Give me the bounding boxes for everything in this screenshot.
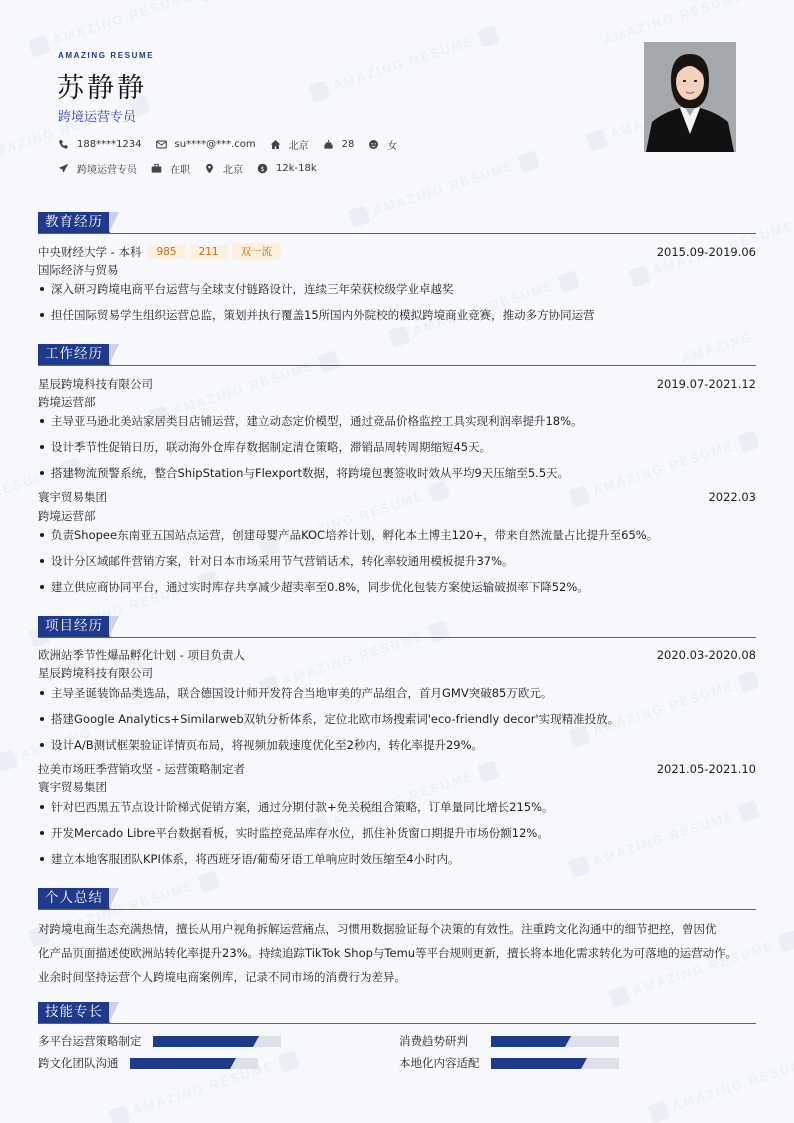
skill-bar — [491, 1036, 619, 1047]
salary-text: 12k-18k — [276, 163, 317, 174]
gender-icon — [368, 139, 379, 150]
skill-bar-fill — [153, 1036, 253, 1047]
project-header-row — [38, 761, 756, 777]
skill-bar — [491, 1058, 619, 1069]
section-title: 个人总结 — [38, 888, 110, 909]
summary-line: 对跨境电商生态充满热情，擅长从用户视角拆解运营痛点，习惯用数据验证每个决策的有效性。注重跨文化沟通中的细节把控，曾因优 — [38, 922, 717, 936]
school-name: 中央财经大学 - 本科 — [38, 244, 142, 259]
phone-icon — [58, 139, 69, 150]
project-bullet: 建立本地客服团队KPI体系，将西班牙语/葡萄牙语工单响应时效压缩至4小时内。 — [38, 851, 756, 867]
job-bullet: 搭建物流预警系统，整合ShipStation与Flexport数据，将跨境包裹签收时效从平均9天压缩至5.5天。 — [38, 465, 756, 481]
coin-icon — [257, 163, 268, 174]
skill-name: 多平台运营策略制定 — [38, 1034, 142, 1048]
project-org: 寰宇贸易集团 — [38, 780, 107, 794]
job-bullet: 设计季节性促销日历，联动海外仓库存数据制定清仓策略，滞销品周转周期缩短45天。 — [38, 439, 756, 455]
gender-info — [368, 137, 397, 152]
education-bullet: 深入研习跨境电商平台运营与全球支付链路设计，连续三年荣获校级学业卓越奖 — [38, 281, 756, 297]
summary-section-header — [38, 888, 756, 910]
profile-photo — [644, 42, 736, 152]
education-bullet: 担任国际贸易学生组织运营总监，策划并执行覆盖15所国内外院校的模拟跨境商业竞赛，推动多方协同运营 — [38, 307, 756, 323]
section-title: 教育经历 — [38, 212, 110, 233]
brand-label: AMAZING RESUME — [58, 51, 155, 60]
intention-row — [58, 161, 331, 176]
city-info — [204, 161, 243, 176]
candidate-name: 苏静静 — [57, 73, 147, 104]
section-title: 项目经历 — [38, 616, 110, 637]
department: 跨境运营部 — [38, 395, 96, 409]
city-text: 北京 — [223, 165, 243, 176]
age-text: 28 — [341, 139, 355, 150]
school-tag: 双一流 — [232, 243, 282, 260]
skill-name: 本地化内容适配 — [399, 1056, 480, 1070]
location-icon — [204, 163, 215, 174]
work-section-header — [38, 344, 756, 366]
skill-bar — [153, 1036, 281, 1047]
cake-icon — [323, 139, 334, 150]
email-text: su****@***.com — [174, 139, 256, 150]
skill-item — [38, 1033, 281, 1049]
summary-line: 化产品页面描述使欧洲站转化率提升23%。持续追踪TikTok Shop与Temu等平台规则更新，擅长将本地化需求转化为可落地的运营动作。 — [38, 946, 738, 960]
project-header-row — [38, 647, 756, 663]
status-text: 在职 — [170, 165, 190, 176]
skill-bar-fill — [491, 1036, 565, 1047]
project-bullet: 搭建Google Analytics+Similarweb双轨分析体系，定位北欧市场搜索词'eco-friendly decor'实现精准投放。 — [38, 711, 756, 727]
project-section-header — [38, 616, 756, 638]
phone-text: 188****1234 — [77, 139, 142, 150]
job-intention: 跨境运营专员 — [58, 110, 137, 125]
job-bullet: 负责Shopee东南亚五国站点运营，创建母婴产品KOC培养计划，孵化本土博主120+，带来自然流量占比提升至65%。 — [38, 527, 756, 543]
department: 跨境运营部 — [38, 509, 96, 523]
section-title: 技能专长 — [38, 1002, 110, 1023]
email-info — [156, 139, 256, 150]
project-date: 2021.05-2021.10 — [656, 762, 756, 776]
skill-name: 跨文化团队沟通 — [38, 1056, 119, 1070]
company-name: 星辰跨境科技有限公司 — [38, 377, 153, 391]
status-info — [151, 161, 190, 176]
skill-bar-fill — [491, 1058, 581, 1069]
project-bullet: 开发Mercado Libre平台数据看板，实时监控竞品库存水位，抓住补货窗口期提升市场份额12%。 — [38, 825, 756, 841]
summary-line: 业余时间坚持运营个人跨境电商案例库，记录不同市场的消费行为差异。 — [38, 970, 406, 984]
target-position-text: 跨境运营专员 — [77, 165, 137, 176]
project-bullet: 针对巴西黑五节点设计阶梯式促销方案，通过分期付款+免关税组合策略，订单量同比增长215%。 — [38, 799, 756, 815]
salary-info — [257, 163, 317, 174]
job-bullet: 设计分区域邮件营销方案，针对日本市场采用节气营销话术，转化率较通用模板提升37%。 — [38, 553, 756, 569]
home-text: 北京 — [288, 141, 309, 152]
portrait-image — [644, 42, 736, 152]
home-icon — [270, 139, 281, 150]
home-info — [270, 137, 309, 152]
section-title: 工作经历 — [38, 344, 110, 365]
mail-icon — [156, 139, 167, 150]
education-section-header — [38, 212, 756, 234]
gender-text: 女 — [387, 141, 398, 152]
project-bullet: 设计A/B测试框架验证详情页布局，将视频加载速度优化至2秒内，转化率提升29%。 — [38, 737, 756, 753]
school-tag: 985 — [147, 245, 185, 259]
education-date: 2015.09-2019.06 — [656, 244, 756, 259]
svg-text:$: $ — [260, 165, 265, 173]
job-bullet: 建立供应商协同平台，通过实时库存共享减少超卖率至0.8%，同步优化包装方案使运输破损率下降52%。 — [38, 579, 756, 595]
education-header-row — [38, 243, 756, 260]
job-header-row — [38, 489, 756, 505]
job-header-row — [38, 376, 756, 392]
contact-row — [58, 137, 411, 152]
skill-item — [399, 1033, 619, 1049]
phone-info — [58, 139, 142, 150]
briefcase-icon — [151, 163, 162, 174]
job-date: 2019.07-2021.12 — [656, 377, 756, 391]
skill-bar — [130, 1058, 258, 1069]
skill-name: 消费趋势研判 — [399, 1034, 468, 1048]
skill-item — [38, 1055, 258, 1071]
send-icon — [58, 163, 69, 174]
major: 国际经济与贸易 — [38, 263, 119, 277]
project-name: 拉美市场旺季营销攻坚 - 运营策略制定者 — [38, 762, 245, 776]
job-date: 2022.03 — [708, 490, 756, 504]
project-name: 欧洲站季节性爆品孵化计划 - 项目负责人 — [38, 648, 245, 662]
project-date: 2020.03-2020.08 — [656, 648, 756, 662]
skill-item — [399, 1055, 619, 1071]
project-bullet: 主导圣诞装饰品类选品，联合德国设计师开发符合当地审美的产品组合，首月GMV突破85万欧元。 — [38, 685, 756, 701]
company-name: 寰宇贸易集团 — [38, 490, 107, 504]
project-org: 星辰跨境科技有限公司 — [38, 666, 153, 680]
job-bullet: 主导亚马逊北美站家居类目店铺运营，建立动态定价模型，通过竞品价格监控工具实现利润率提升18%。 — [38, 413, 756, 429]
school-tag: 211 — [190, 245, 228, 259]
summary-text — [38, 917, 756, 989]
skill-bar-fill — [130, 1058, 230, 1069]
age-info — [323, 139, 355, 150]
skills-section-header — [38, 1002, 756, 1024]
target-position-info — [58, 161, 137, 176]
